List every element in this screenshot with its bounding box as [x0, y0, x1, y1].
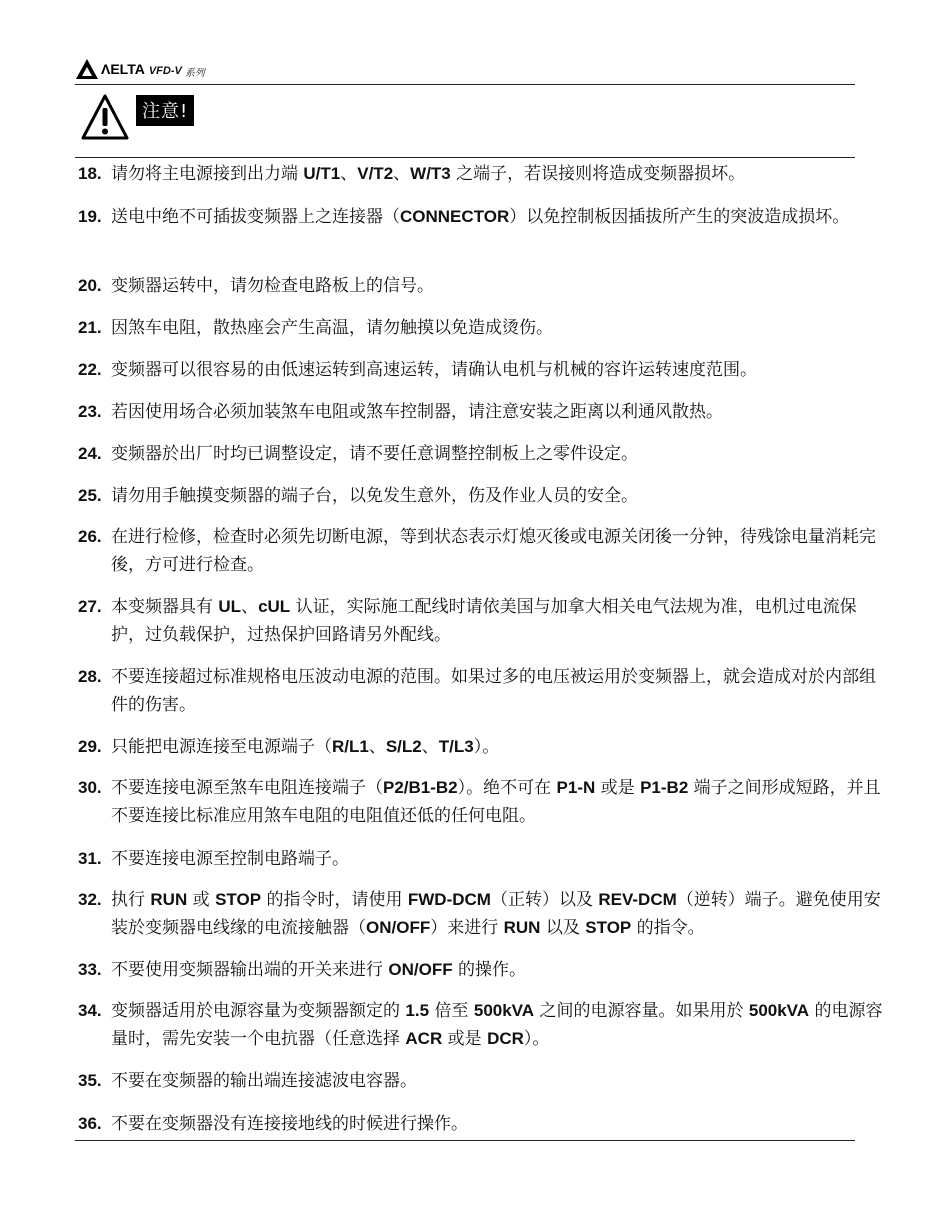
list-item — [78, 203, 889, 231]
item-text: 只能把电源连接至电源端子（R/L1、S/L2、T/L3）。 — [111, 737, 500, 757]
list-item — [78, 733, 889, 761]
item-text: 变频器运转中，请勿检查电路板上的信号。 — [111, 276, 434, 296]
item-number: 19. — [78, 207, 102, 226]
item-number: 23. — [78, 402, 102, 421]
top-divider — [75, 157, 855, 158]
list-item — [78, 356, 889, 384]
list-item — [78, 398, 889, 426]
page-header — [75, 52, 855, 85]
warning-triangle-icon — [80, 93, 130, 141]
list-item — [78, 440, 889, 468]
item-text: 变频器於出厂时均已调整设定，请不要任意调整控制板上之零件设定。 — [111, 444, 638, 464]
series-name: VFD-V — [148, 65, 182, 77]
caution-banner — [80, 92, 194, 142]
item-number: 31. — [78, 849, 102, 868]
item-number: 18. — [78, 164, 102, 183]
item-number: 35. — [78, 1071, 102, 1090]
item-number: 29. — [78, 737, 102, 756]
item-text: 本变频器具有 UL、cUL 认证，实际施工配线时请依美国与加拿大相关电气法规为准，电机过电流保护，过负载保护，过热保护回路请另外配线。 — [111, 597, 857, 645]
bottom-divider — [75, 1140, 855, 1141]
list-item — [78, 272, 889, 300]
list-item — [78, 1110, 889, 1138]
list-item — [78, 1067, 889, 1095]
item-text: 不要连接电源至控制电路端子。 — [111, 849, 349, 869]
list-item — [78, 774, 889, 830]
list-item — [78, 482, 889, 510]
item-number: 30. — [78, 778, 102, 797]
caution-label: 注意! — [136, 95, 194, 126]
delta-logo — [75, 56, 205, 82]
list-item — [78, 886, 889, 942]
item-number: 36. — [78, 1114, 102, 1133]
list-item — [78, 997, 889, 1053]
item-text: 不要连接电源至煞车电阻连接端子（P2/B1-B2）。绝不可在 P1-N 或是 P1-B2 端子之间形成短路，并且不要连接比标准应用煞车电阻的电阻值还低的任何电阻。 — [111, 778, 881, 826]
item-text: 因煞车电阻，散热座会产生高温，请勿触摸以免造成烫伤。 — [111, 318, 553, 338]
item-number: 26. — [78, 527, 102, 546]
delta-triangle-icon — [75, 58, 99, 80]
item-text: 若因使用场合必须加装煞车电阻或煞车控制器，请注意安装之距离以利通风散热。 — [111, 402, 723, 422]
brand-name: ΛELTA — [101, 61, 145, 77]
series-suffix: 系列 — [184, 67, 205, 79]
item-text: 变频器可以很容易的由低速运转到高速运转，请确认电机与机械的容许运转速度范围。 — [111, 360, 757, 380]
item-number: 33. — [78, 960, 102, 979]
item-number: 25. — [78, 486, 102, 505]
item-text: 不要使用变频器输出端的开关来进行 ON/OFF 的操作。 — [111, 960, 527, 980]
item-text: 不要在变频器没有连接接地线的时候进行操作。 — [111, 1114, 468, 1134]
item-number: 20. — [78, 276, 102, 295]
item-text: 送电中绝不可插拔变频器上之连接器（CONNECTOR）以免控制板因插拔所产生的突波造成损坏。 — [111, 207, 850, 227]
item-text: 不要在变频器的输出端连接滤波电容器。 — [111, 1071, 417, 1091]
item-number: 24. — [78, 444, 102, 463]
item-number: 27. — [78, 597, 102, 616]
list-item — [78, 593, 889, 649]
item-text: 不要连接超过标准规格电压波动电源的范围。如果过多的电压被运用於变频器上，就会造成对於内部组件的伤害。 — [111, 667, 876, 715]
item-number: 22. — [78, 360, 102, 379]
list-item — [78, 523, 889, 579]
item-number: 21. — [78, 318, 102, 337]
item-number: 34. — [78, 1001, 102, 1020]
list-item — [78, 663, 889, 719]
item-number: 32. — [78, 890, 102, 909]
list-item — [78, 956, 889, 984]
item-text: 在进行检修，检查时必须先切断电源，等到状态表示灯熄灭後或电源关闭後一分钟，待残馀电量消耗完後，方可进行检查。 — [111, 527, 876, 575]
item-number: 28. — [78, 667, 102, 686]
list-item — [78, 845, 889, 873]
list-item — [78, 314, 889, 342]
item-text: 请勿将主电源接到出力端 U/T1、V/T2、W/T3 之端子，若误接则将造成变频器损坏。 — [111, 164, 746, 184]
item-text: 执行 RUN 或 STOP 的指令时，请使用 FWD-DCM（正转）以及 REV-DCM（逆转）端子。避免使用安装於变频器电线缘的电流接触器（ON/OFF）来进行 RUN 以及 STOP 的指令。 — [111, 890, 881, 938]
list-item — [78, 160, 889, 188]
item-text: 请勿用手触摸变频器的端子台，以免发生意外，伤及作业人员的安全。 — [111, 486, 638, 506]
item-text: 变频器适用於电源容量为变频器额定的 1.5 倍至 500kVA 之间的电源容量。如果用於 500kVA 的电源容量时，需先安装一个电抗器（任意选择 ACR 或是 DCR）。 — [111, 1001, 883, 1049]
